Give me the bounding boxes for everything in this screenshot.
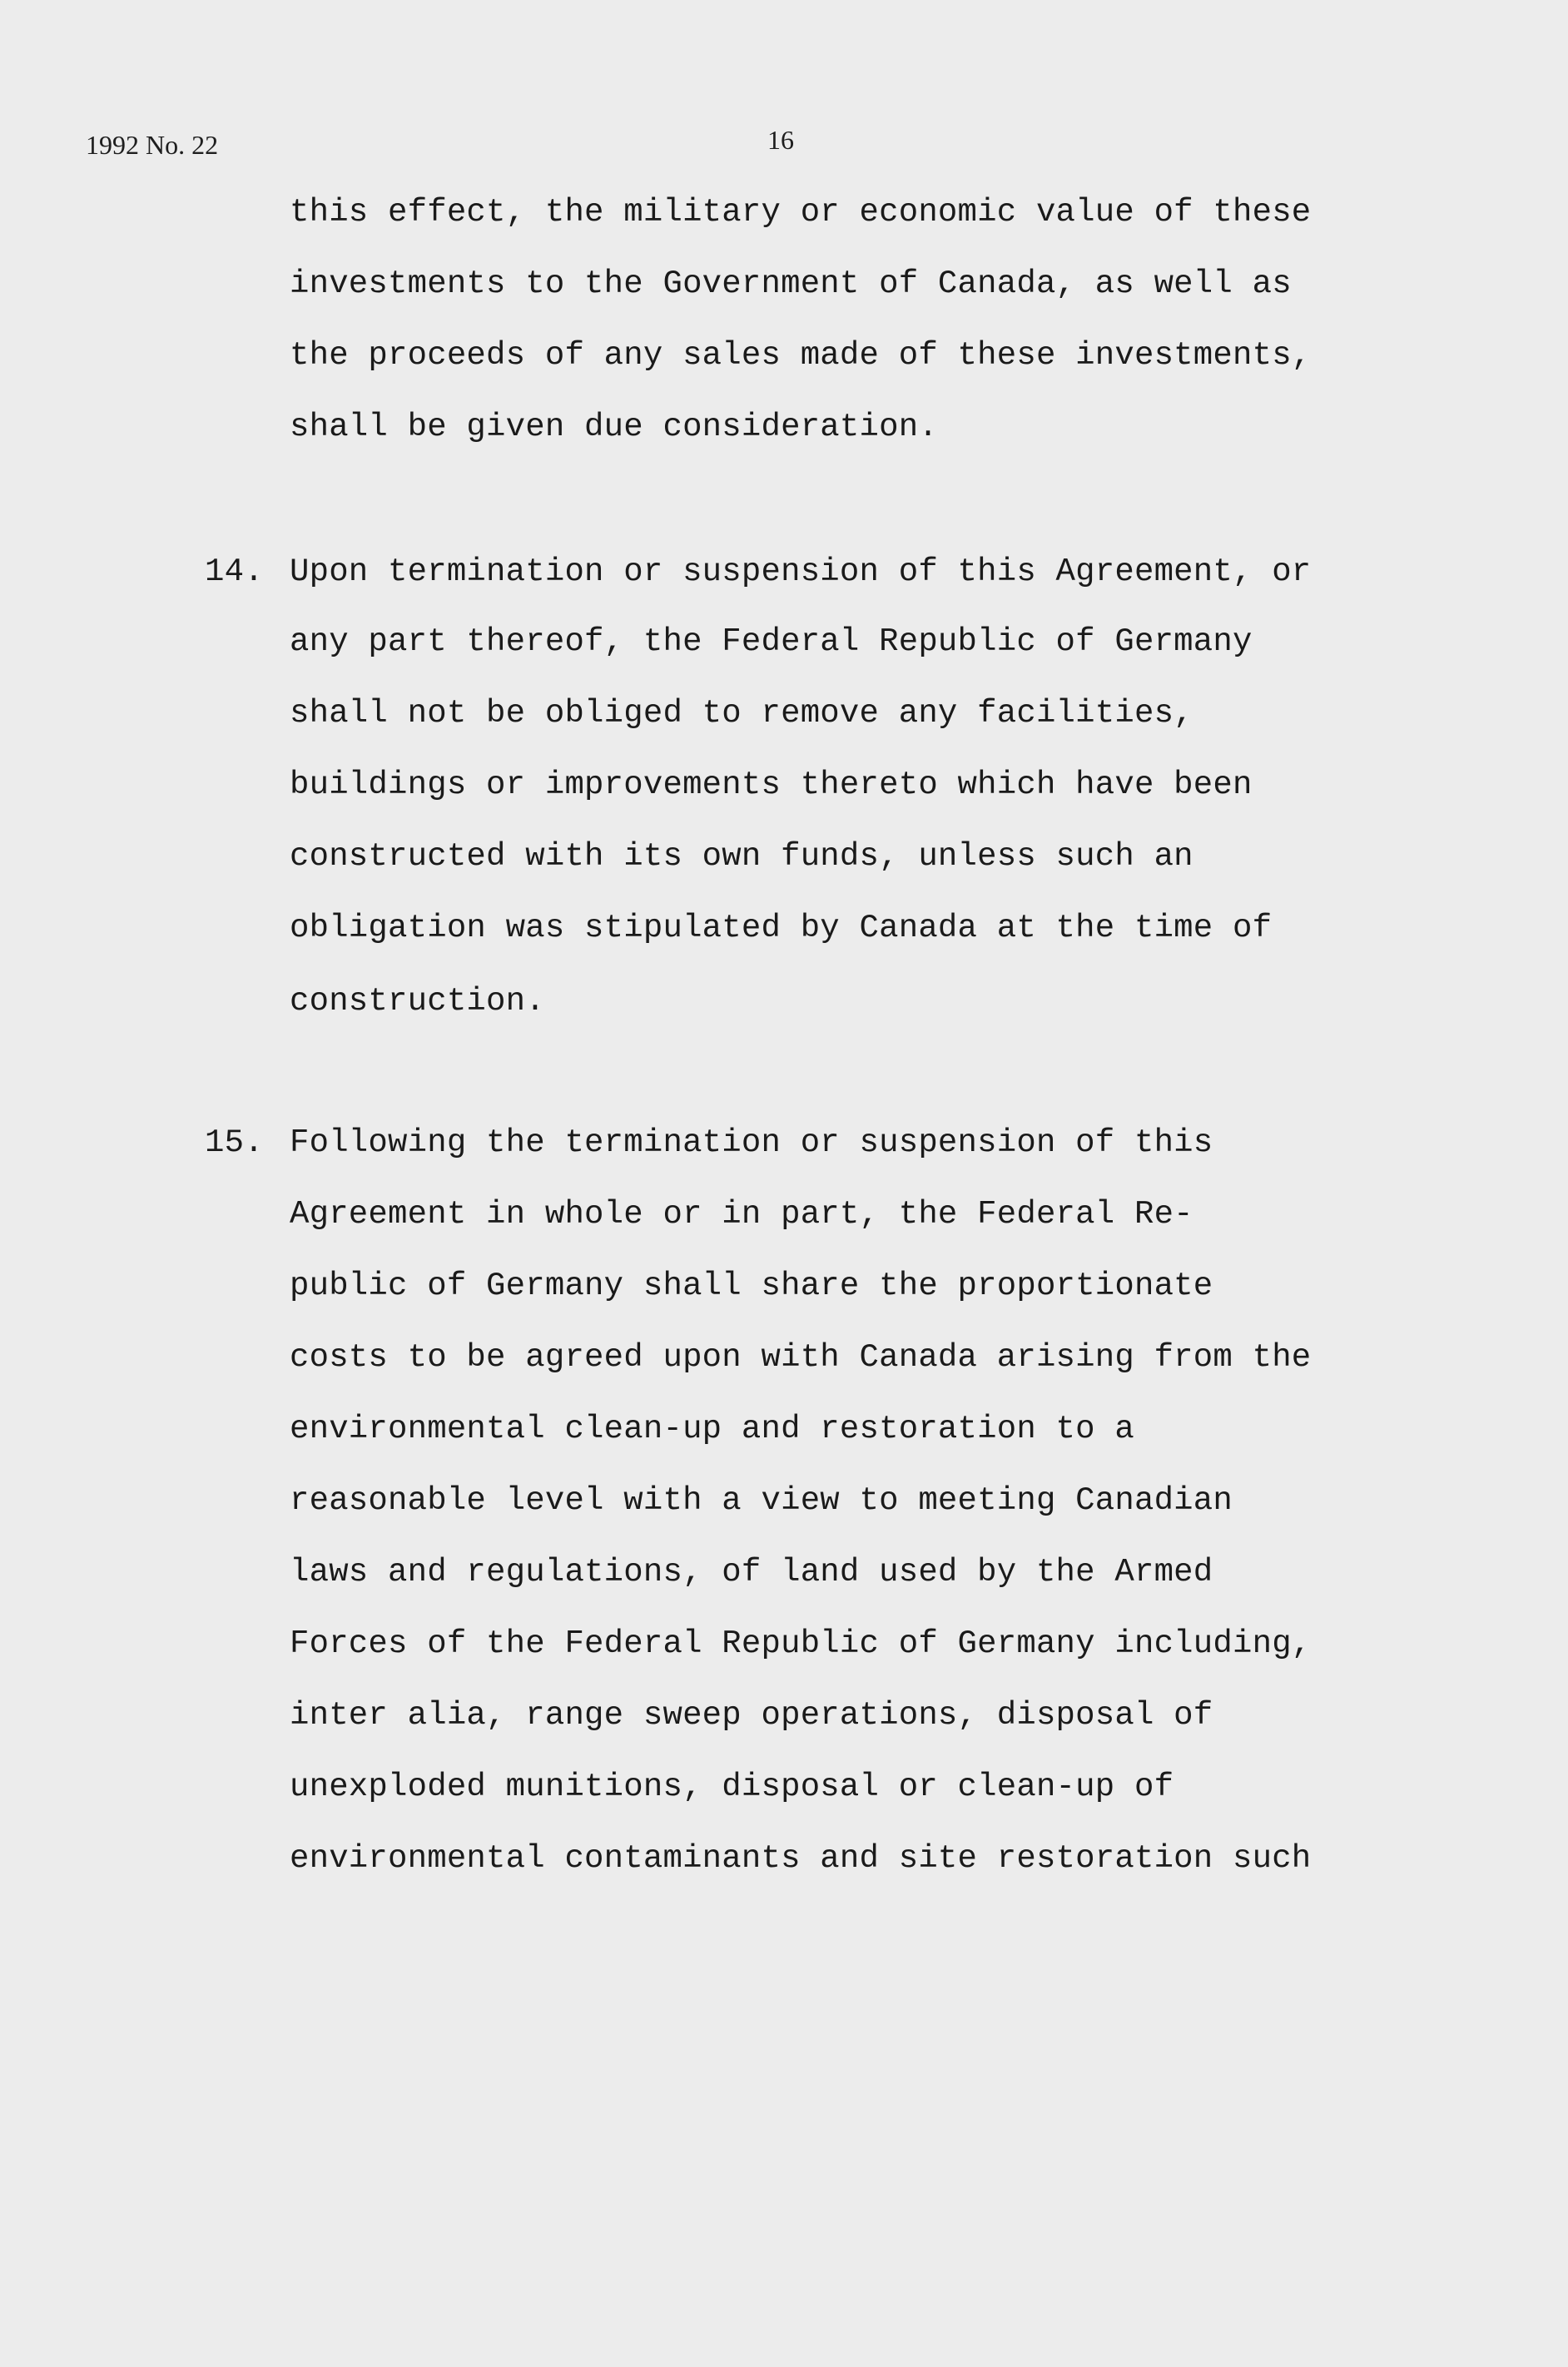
- body-line: construction.: [290, 983, 545, 1020]
- body-line: inter alia, range sweep operations, disposal of: [290, 1697, 1213, 1734]
- body-line: unexploded munitions, disposal or clean-up of: [290, 1769, 1174, 1805]
- body-line: obligation was stipulated by Canada at the time of: [290, 910, 1273, 946]
- body-line: any part thereof, the Federal Republic of Germany: [290, 623, 1253, 660]
- paragraph-number: 15.: [205, 1124, 264, 1161]
- body-line: shall not be obliged to remove any facilities,: [290, 695, 1193, 732]
- body-line: this effect, the military or economic value of these: [290, 194, 1312, 231]
- body-line: Upon termination or suspension of this Agreement, or: [290, 553, 1312, 590]
- paragraph-number: 14.: [205, 553, 264, 590]
- document-reference: 1992 No. 22: [86, 130, 219, 160]
- body-line: Forces of the Federal Republic of Germany including,: [290, 1625, 1312, 1662]
- body-line: Agreement in whole or in part, the Federal Re-: [290, 1196, 1193, 1233]
- body-line: public of Germany shall share the proportionate: [290, 1268, 1213, 1304]
- body-line: shall be given due consideration.: [290, 409, 938, 445]
- body-line: environmental contaminants and site restoration such: [290, 1840, 1312, 1877]
- body-line: costs to be agreed upon with Canada arising from the: [290, 1339, 1312, 1376]
- body-line: environmental clean-up and restoration to a: [290, 1411, 1134, 1447]
- body-line: buildings or improvements thereto which have been: [290, 767, 1253, 803]
- body-line: investments to the Government of Canada, as well as: [290, 265, 1292, 302]
- body-line: constructed with its own funds, unless such an: [290, 838, 1193, 875]
- body-line: Following the termination or suspension of this: [290, 1124, 1213, 1161]
- body-line: laws and regulations, of land used by the Armed: [290, 1554, 1213, 1590]
- page-number: 16: [767, 125, 794, 155]
- body-line: the proceeds of any sales made of these investments,: [290, 337, 1312, 374]
- body-line: reasonable level with a view to meeting Canadian: [290, 1482, 1233, 1519]
